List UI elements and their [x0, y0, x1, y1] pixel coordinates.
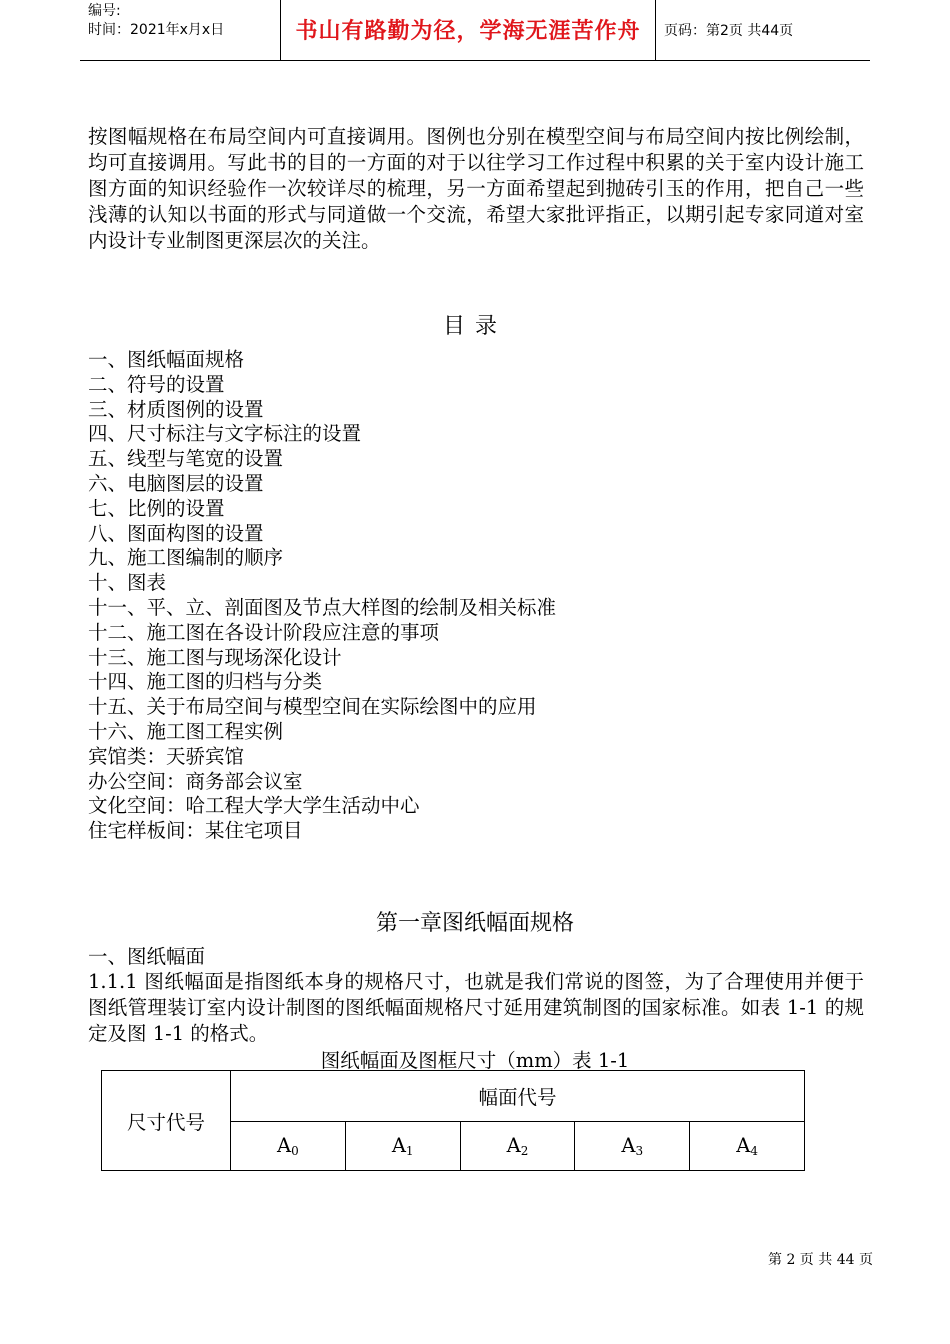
format-code-cell	[460, 1122, 575, 1171]
toc-item: 一、图纸幅面规格	[88, 348, 245, 371]
toc-item: 八、图面构图的设置	[88, 521, 264, 545]
format-subscript: 0	[291, 1144, 299, 1158]
toc-item: 三、材质图例的设置	[88, 397, 264, 421]
toc-item: 宾馆类：天骄宾馆	[88, 744, 245, 768]
table-row	[102, 1071, 805, 1122]
toc-item: 五、线型与笔宽的设置	[88, 447, 284, 471]
toc-item: 住宅样板间：某住宅项目	[88, 819, 303, 843]
toc-item: 十二、施工图在各设计阶段应注意的事项	[88, 620, 440, 644]
header-divider	[655, 0, 656, 60]
page-footer: 第 2 页 共 44 页	[768, 1252, 873, 1268]
toc-item: 文化空间：哈工程大学大学生活动中心	[88, 794, 420, 818]
toc-item: 四、尺寸标注与文字标注的设置	[88, 422, 362, 446]
format-letter: A	[391, 1134, 406, 1157]
chapter-title: 第一章图纸幅面规格	[375, 911, 574, 936]
serial-label: 编号:	[88, 3, 121, 19]
format-subscript: 3	[635, 1144, 644, 1158]
format-code-cell	[575, 1122, 690, 1171]
header-page-number: 页码：第2页 共44页	[664, 23, 794, 39]
toc-item: 十一、平、立、剖面图及节点大样图的绘制及相关标准	[88, 595, 557, 619]
toc-item: 二、符号的设置	[88, 372, 225, 396]
toc-item: 七、比例的设置	[88, 496, 225, 520]
format-letter: A	[277, 1134, 292, 1157]
time-label: 时间：2021年x月x日	[88, 22, 225, 38]
table-caption: 图纸幅面及图框尺寸（mm）表 1-1	[320, 1049, 630, 1072]
toc-item: 办公空间：商务部会议室	[88, 769, 303, 793]
intro-paragraph: 按图幅规格在布局空间内可直接调用。图例也分别在模型空间与布局空间内按比例绘制，均可直接调用。写此书的目的一方面的对于以往学习工作过程中积累的关于室内设计施工图方面的知识经验作一次较详尽的梳理，另一方面希望起到抛砖引玉的作用，把自己一些浅薄的认知以书面的形式与同道做一个交流，希望大家批评指正，以期引起专家同道对室内设计专业制图更深层次的关注。	[88, 125, 864, 252]
page-header	[80, 0, 870, 61]
format-code-cell	[231, 1122, 346, 1171]
row-header-cell: 尺寸代号	[102, 1071, 231, 1171]
section-paragraph: 1.1.1 图纸幅面是指图纸本身的规格尺寸，也就是我们常说的图签，为了合理使用并便于图纸管理装订室内设计制图的图纸幅面规格尺寸延用建筑制图的国家标准。如表 1-1 的规定及图 1-1 的格式。	[88, 970, 864, 1045]
section-heading: 一、图纸幅面	[88, 945, 206, 968]
toc-item: 十五、关于布局空间与模型空间在实际绘图中的应用	[88, 695, 537, 719]
toc-title: 目录	[442, 314, 507, 339]
format-code-cell	[345, 1122, 460, 1171]
format-letter: A	[621, 1134, 636, 1157]
header-meta	[88, 2, 224, 40]
toc-item: 六、电脑图层的设置	[88, 471, 264, 495]
format-subscript: 4	[750, 1144, 758, 1158]
toc-item: 十三、施工图与现场深化设计	[88, 645, 342, 669]
header-motto: 书山有路勤为径，学海无涯苦作舟	[295, 19, 641, 44]
toc-item: 九、施工图编制的顺序	[88, 546, 284, 570]
column-group-header: 幅面代号	[231, 1071, 805, 1122]
toc-item: 十、图表	[88, 571, 167, 595]
toc-list	[88, 348, 556, 844]
format-size-table	[101, 1070, 805, 1171]
format-subscript: 1	[405, 1144, 414, 1158]
format-letter: A	[506, 1134, 521, 1157]
format-code-cell	[690, 1122, 805, 1171]
format-letter: A	[736, 1134, 751, 1157]
toc-item: 十四、施工图的归档与分类	[88, 670, 323, 694]
format-subscript: 2	[520, 1144, 529, 1158]
toc-item: 十六、施工图工程实例	[88, 719, 284, 743]
